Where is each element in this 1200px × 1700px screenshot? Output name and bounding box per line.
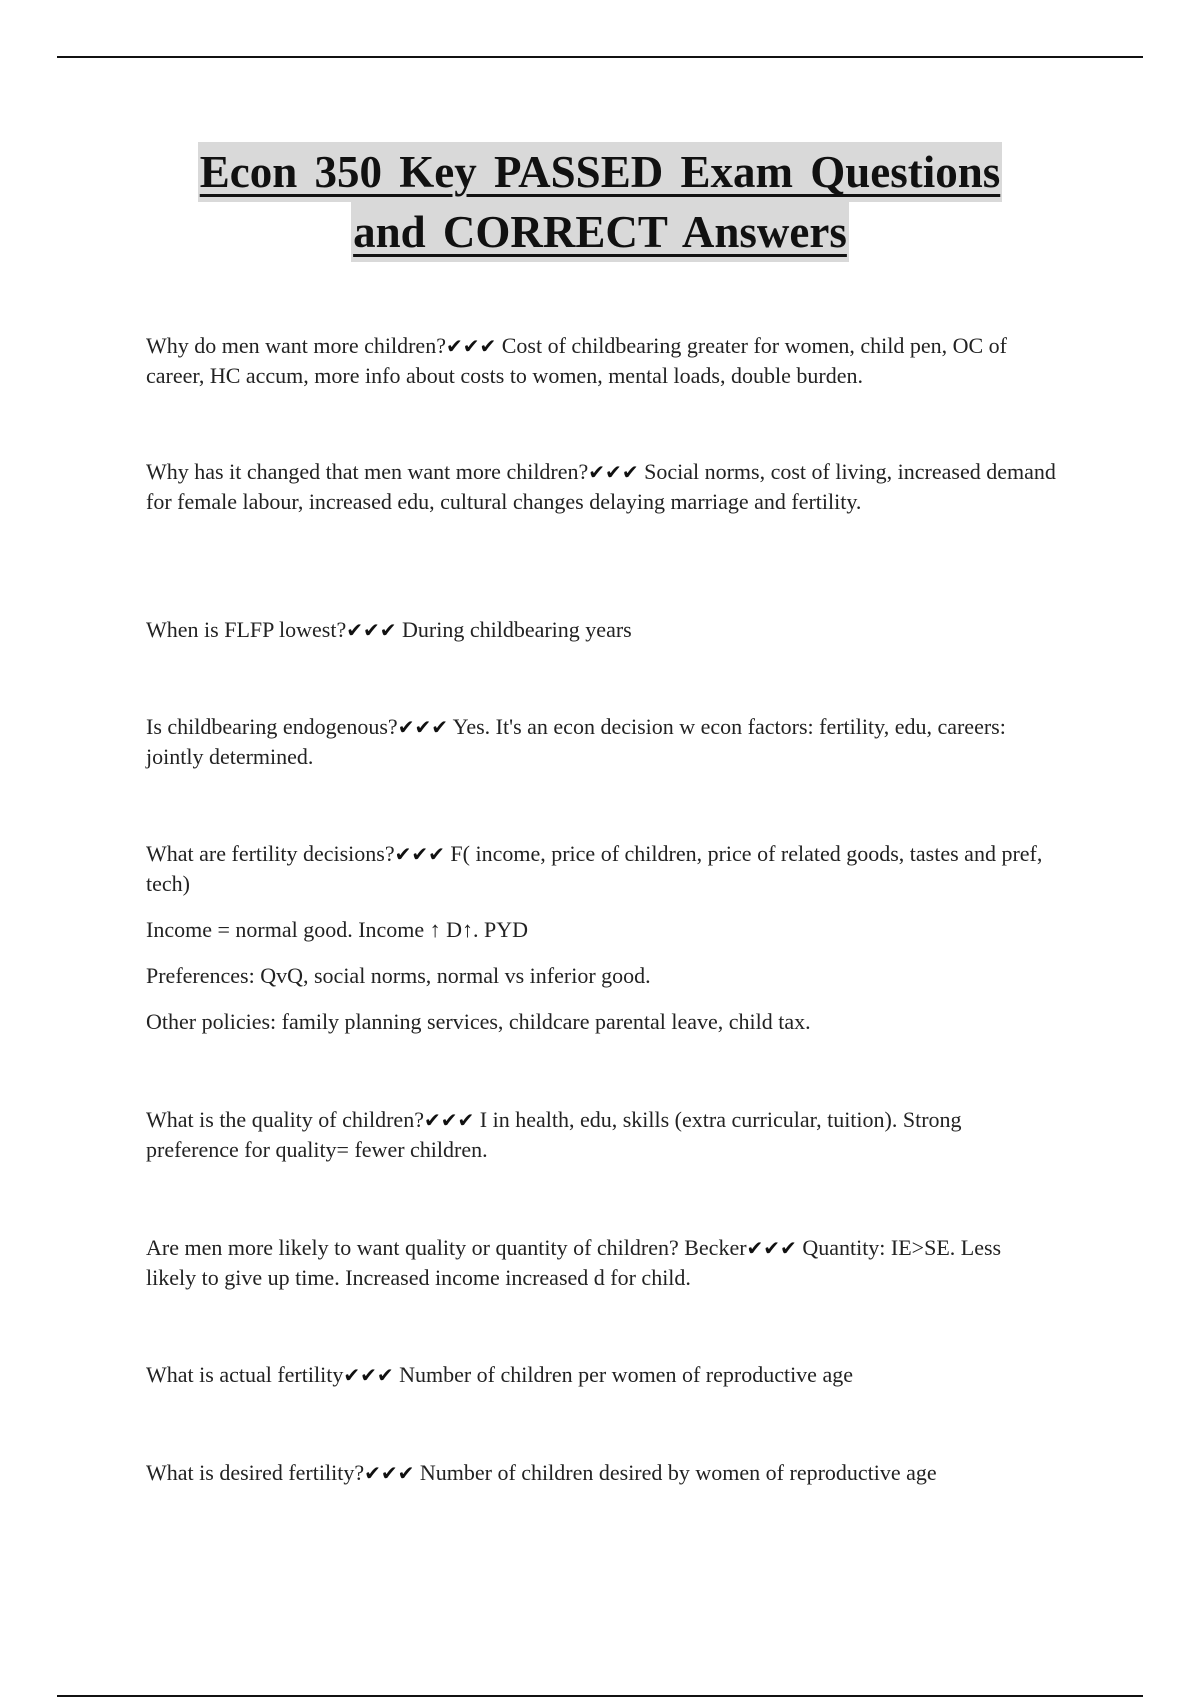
title-line-2: and CORRECT Answers bbox=[351, 202, 849, 262]
answer-extra-line: Preferences: QvQ, social norms, normal vs inferior good. bbox=[146, 963, 651, 988]
answer-text: Quantity: IE>SE. Less likely to give up time. Increased income increased d for child. bbox=[146, 1235, 1002, 1290]
question-text: Why do men want more children? bbox=[146, 333, 446, 358]
answer-text: Number of children per women of reproductive age bbox=[393, 1362, 853, 1387]
check-marks-icon: ✔✔✔ bbox=[746, 1236, 797, 1260]
question-text: What is the quality of children? bbox=[146, 1107, 424, 1132]
answer-text: Yes. It's an econ decision w econ factors: fertility, edu, careers: jointly determined. bbox=[146, 714, 1006, 769]
answer-text: Cost of childbearing greater for women, child pen, OC of career, HC accum, more info about costs to women, mental loads, double burden. bbox=[146, 333, 1007, 388]
qa-item bbox=[146, 712, 1056, 772]
check-marks-icon: ✔✔✔ bbox=[364, 1461, 415, 1485]
qa-item bbox=[146, 331, 1056, 391]
qa-paragraph bbox=[146, 1360, 1056, 1390]
qa-paragraph bbox=[146, 1458, 1056, 1488]
question-text: What is actual fertility bbox=[146, 1362, 344, 1387]
qa-paragraph bbox=[146, 839, 1056, 899]
qa-item bbox=[146, 1233, 1056, 1293]
answer-text: I in health, edu, skills (extra curricular, tuition). Strong preference for quality= fewer children. bbox=[146, 1107, 962, 1162]
top-rule bbox=[57, 56, 1143, 58]
qa-item bbox=[146, 457, 1056, 517]
answer-text: F( income, price of children, price of related goods, tastes and pref, tech) bbox=[146, 841, 1043, 896]
question-text: Why has it changed that men want more children? bbox=[146, 459, 589, 484]
check-marks-icon: ✔✔✔ bbox=[397, 715, 448, 739]
question-text: Are men more likely to want quality or quantity of children? Becker bbox=[146, 1235, 747, 1260]
qa-paragraph bbox=[146, 457, 1056, 517]
answer-text: During childbearing years bbox=[396, 617, 632, 642]
qa-paragraph bbox=[146, 615, 1056, 645]
bottom-rule bbox=[57, 1695, 1143, 1697]
answer-text: Social norms, cost of living, increased demand for female labour, increased edu, cultural changes delaying marriage and fertility. bbox=[146, 459, 1056, 514]
answer-extra-line: Income = normal good. Income ↑ D↑. PYD bbox=[146, 917, 529, 942]
question-text: When is FLFP lowest? bbox=[146, 617, 347, 642]
qa-paragraph bbox=[146, 712, 1056, 772]
qa-item bbox=[146, 1360, 1056, 1390]
qa-paragraph bbox=[146, 331, 1056, 391]
document-title bbox=[60, 142, 1140, 262]
answer-extra-line: Other policies: family planning services, childcare parental leave, child tax. bbox=[146, 1009, 811, 1034]
qa-item bbox=[146, 1105, 1056, 1165]
check-marks-icon: ✔✔✔ bbox=[423, 1108, 475, 1132]
question-text: What is desired fertility? bbox=[146, 1460, 365, 1485]
qa-paragraph bbox=[146, 1233, 1056, 1293]
check-marks-icon: ✔✔✔ bbox=[394, 842, 445, 866]
question-text: What are fertility decisions? bbox=[146, 841, 395, 866]
check-marks-icon: ✔✔✔ bbox=[346, 618, 397, 642]
answer-text: Number of children desired by women of reproductive age bbox=[414, 1460, 937, 1485]
question-text: Is childbearing endogenous? bbox=[146, 714, 398, 739]
check-marks-icon: ✔✔✔ bbox=[445, 334, 497, 358]
qa-item bbox=[146, 839, 1056, 1037]
qa-paragraph bbox=[146, 1105, 1056, 1165]
check-marks-icon: ✔✔✔ bbox=[588, 460, 639, 484]
title-line-1: Econ 350 Key PASSED Exam Questions bbox=[198, 142, 1003, 202]
qa-item bbox=[146, 1458, 1056, 1488]
qa-item bbox=[146, 615, 1056, 645]
check-marks-icon: ✔✔✔ bbox=[343, 1363, 394, 1387]
